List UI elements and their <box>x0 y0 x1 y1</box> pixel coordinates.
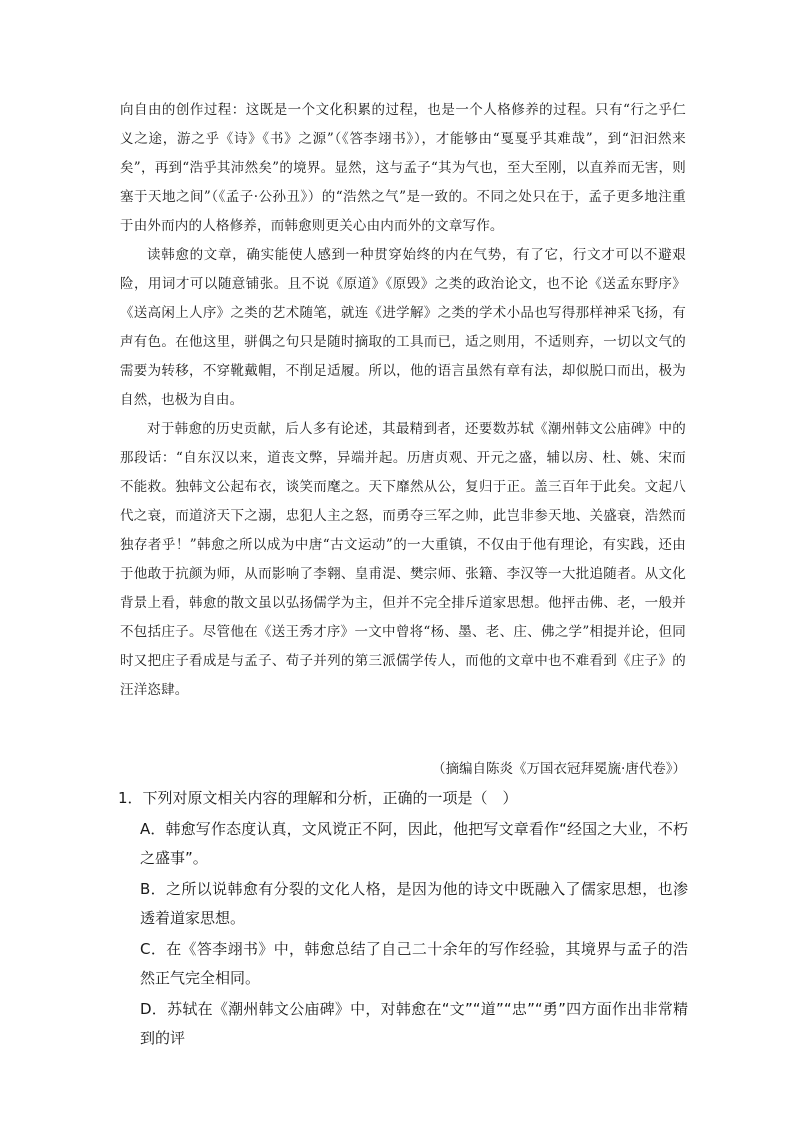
question-1 <box>118 784 688 1055</box>
passage-paragraph-2: 读韩愈的文章，确实能使人感到一种贯穿始终的内在气势，有了它，行文才可以不避艰险，用词才可以随意铺张。且不说《原道》《原毁》之类的政治论文，也不论《送孟东野序》《送高闲上人序》之类的艺术随笔，就连《进学解》之类的学术小品也写得那样神采飞扬，有声有色。在他这里，骈偶之句只是随时摘取的工具而已，适之则用，不适则弃，一切以文气的需要为转移，不穿靴戴帽，不削足适履。所以，他的语言虽然有章有法，却似脱口而出，极为自然，也极为自由。 <box>120 247 686 408</box>
option-b: B．之所以说韩愈有分裂的文化人格，是因为他的诗文中既融入了儒家思想，也渗透着道家思想。 <box>140 880 688 927</box>
option-a: A．韩愈写作态度认真，文风谠正不阿，因此，他把写文章看作“经国之大业，不朽之盛事”。 <box>140 820 688 867</box>
question-stem: 1．下列对原文相关内容的理解和分析，正确的一项是（ ） <box>118 789 518 807</box>
passage-paragraph-3: 对于韩愈的历史贡献，后人多有论述，其最精到者，还要数苏轼《潮州韩文公庙碑》中的那段话：“自东汉以来，道丧文弊，异端并起。历唐贞观、开元之盛，辅以房、杜、姚、宋而不能救。独韩文公起布衣，谈笑而麾之。天下靡然从公，复归于正。盖三百年于此矣。文起八代之衰，而道济天下之溺，忠犯人主之怒，而勇夺三军之帅，此岂非参天地、关盛衰，浩然而独存者乎！”韩愈之所以成为中唐“古文运动”的一大重镇，不仅由于他有理论，有实践，还由于他敢于抗颜为师，从而影响了李翱、皇甫湜、樊宗师、张籍、李汉等一大批追随者。从文化背景上看，韩愈的散文虽以弘扬儒学为主，但并不完全排斥道家思想。他抨击佛、老，一般并不包括庄子。尽管他在《送王秀才序》一文中曾将“杨、墨、老、庄、佛之学”相提并论，但同时又把庄子看成是与孟子、荀子并列的第三派儒学传人，而他的文章中也不难看到《庄子》的汪洋恣肆。 <box>120 421 686 698</box>
option-c: C．在《答李翊书》中，韩愈总结了自己二十余年的写作经验，其境界与孟子的浩然正气完全相同。 <box>140 940 688 987</box>
passage-source: （摘编自陈炎《万国衣冠拜冕旒·唐代卷》） <box>431 761 686 777</box>
option-d: D．苏轼在《潮州韩文公庙碑》中，对韩愈在“文”“道”“忠”“勇”四方面作出非常精到的评 <box>140 1000 688 1047</box>
reading-passage <box>120 96 686 705</box>
passage-paragraph-1: 向自由的创作过程：这既是一个文化积累的过程，也是一个人格修养的过程。只有“行之乎仁义之途，游之乎《诗》《书》之源”（《答李翊书》），才能够由“戛戛乎其难哉”，到“汩汩然来矣”，再到“浩乎其沛然矣”的境界。显然，这与孟子“其为气也，至大至刚，以直养而无害，则塞于天地之间”（《孟子·公孙丑》）的“浩然之气”是一致的。不同之处只在于，孟子更多地注重于由外而内的人格修养，而韩愈则更关心由内而外的文章写作。 <box>120 102 686 234</box>
